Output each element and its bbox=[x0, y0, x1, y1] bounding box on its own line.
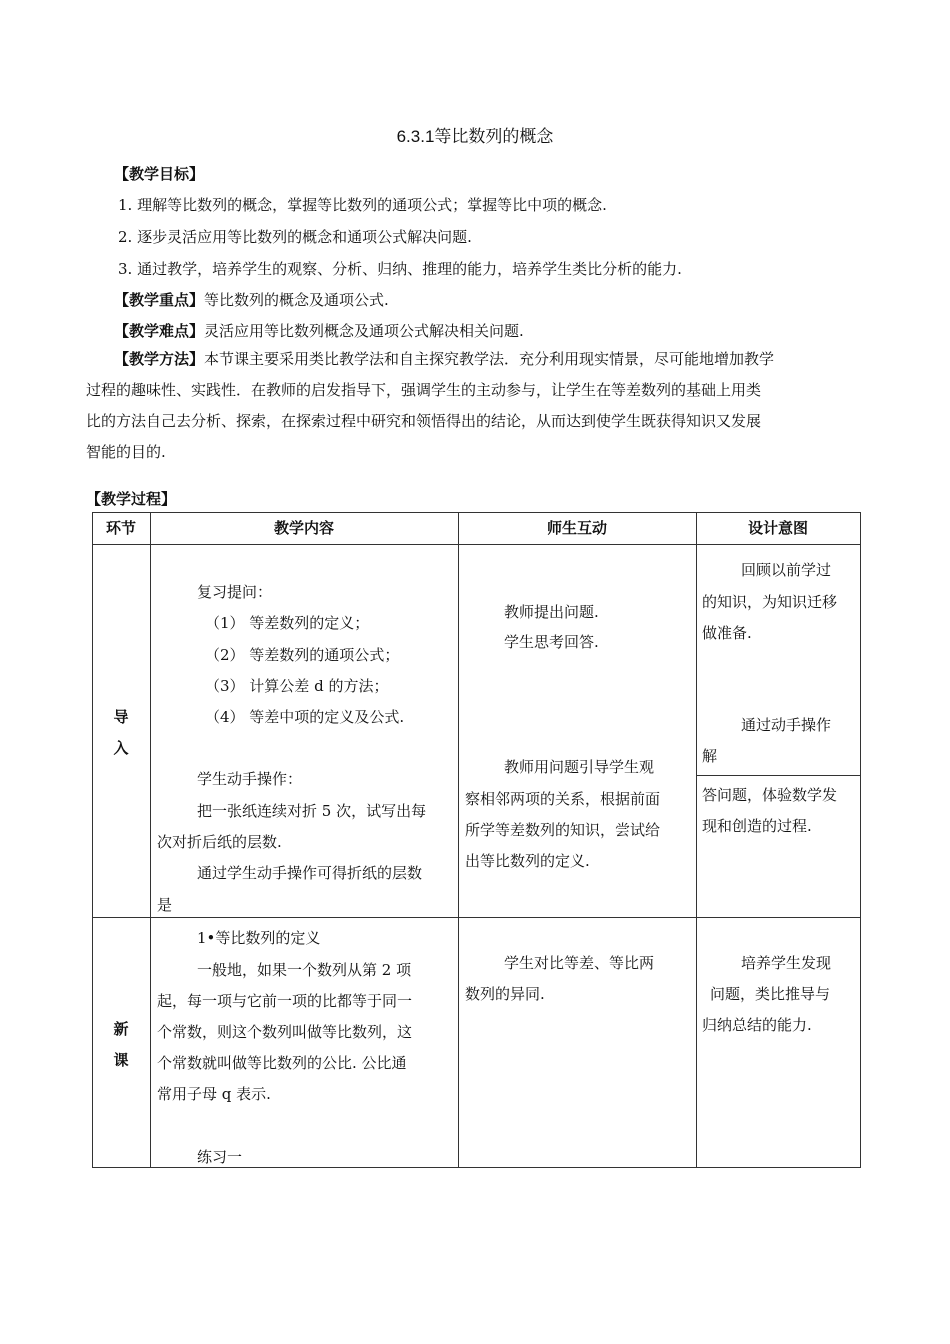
stage-new-lesson bbox=[92, 1014, 150, 1076]
stage-char: 新 bbox=[113, 1020, 129, 1038]
method-line: 本节课主要采用类比教学法和自主探究教学法．充分利用现实情景，尽可能地增加教学 bbox=[204, 350, 775, 368]
stage-intro bbox=[92, 702, 150, 764]
method-line: 过程的趣味性、实践性．在教师的启发指导下，强调学生的主动参与，让学生在等差数列的基础上用类 bbox=[86, 381, 762, 399]
intro-interaction-line: 学生思考回答. bbox=[504, 633, 599, 651]
intro-content-line: 是 bbox=[157, 896, 173, 914]
intro-content-line: 把一张纸连续对折 5 次，试写出每 bbox=[197, 802, 427, 820]
intro-content-line: 次对折后纸的层数. bbox=[157, 833, 282, 851]
intro-intent-line: 做准备. bbox=[702, 624, 752, 642]
difficulty bbox=[114, 320, 524, 341]
new-intent-line: 问题，类比推导与 bbox=[710, 985, 831, 1003]
method-line: 智能的目的. bbox=[86, 443, 166, 461]
new-content-line: 起，每一项与它前一项的比都等于同一 bbox=[157, 992, 413, 1010]
key-point bbox=[114, 289, 389, 310]
key-point-heading: 【教学重点】 bbox=[114, 291, 205, 309]
intro-interaction-line: 教师用问题引导学生观 bbox=[504, 758, 655, 776]
intro-content-line: （3） 计算公差 d 的方法； bbox=[205, 677, 389, 695]
objective-item: 1. 理解等比数列的概念，掌握等比数列的通项公式；掌握等比中项的概念. bbox=[118, 196, 607, 214]
new-interaction-line: 数列的异同. bbox=[465, 985, 545, 1003]
intro-intent-line: 的知识，为知识迁移 bbox=[702, 593, 838, 611]
intro-intent-line: 答问题，体验数学发 bbox=[702, 786, 838, 804]
stage-char: 课 bbox=[113, 1051, 129, 1069]
column-header-intent: 设计意图 bbox=[747, 519, 808, 537]
method-heading: 【教学方法】 bbox=[114, 350, 205, 368]
column-header-content: 教学内容 bbox=[273, 519, 334, 537]
title-text: 等比数列的概念 bbox=[434, 127, 554, 147]
intro-content-line: （2） 等差数列的通项公式； bbox=[205, 646, 400, 664]
method-line: 比的方法自己去分析、探索，在探索过程中研究和领悟得出的结论，从而达到使学生既获得知识又发展 bbox=[86, 412, 762, 430]
new-content-line: 一般地，如果一个数列从第 2 项 bbox=[197, 961, 412, 979]
stage-char: 入 bbox=[113, 739, 129, 757]
difficulty-heading: 【教学难点】 bbox=[114, 322, 205, 340]
difficulty-text: 灵活应用等比数列概念及通项公式解决相关问题. bbox=[204, 322, 524, 340]
column-header-stage: 环节 bbox=[105, 519, 136, 537]
new-content-line: 个常数，则这个数列叫做等比数列，这 bbox=[157, 1023, 413, 1041]
new-content-line: 1•等比数列的定义 bbox=[197, 929, 321, 947]
column-header-interaction: 师生互动 bbox=[546, 519, 607, 537]
intro-interaction-line: 所学等差数列的知识，尝试给 bbox=[465, 821, 661, 839]
page-title bbox=[0, 122, 950, 147]
intro-content-line: 复习提问： bbox=[197, 583, 273, 601]
intro-intent-line: 解 bbox=[702, 747, 718, 765]
intro-content-line: 通过学生动手操作可得折纸的层数 bbox=[197, 864, 423, 882]
new-content-line: 常用子母 q 表示. bbox=[157, 1085, 271, 1103]
intro-intent-line: 回顾以前学过 bbox=[741, 561, 832, 579]
intro-intent-line: 通过动手操作 bbox=[741, 716, 832, 734]
stage-char: 导 bbox=[113, 708, 129, 726]
method-paragraph bbox=[86, 344, 860, 468]
intro-content-line: （1） 等差数列的定义； bbox=[205, 614, 370, 632]
intro-content-line: （4） 等差中项的定义及公式. bbox=[205, 708, 405, 726]
new-intent-line: 培养学生发现 bbox=[741, 954, 832, 972]
new-content-line: 练习一 bbox=[197, 1148, 243, 1166]
intro-intent-line: 现和创造的过程. bbox=[702, 817, 812, 835]
objectives-heading: 【教学目标】 bbox=[114, 165, 205, 183]
intro-interaction-line: 察相邻两项的关系，根据前面 bbox=[465, 790, 661, 808]
intro-interaction-line: 出等比数列的定义. bbox=[465, 852, 590, 870]
new-content-line: 个常数就叫做等比数列的公比. 公比通 bbox=[157, 1054, 407, 1072]
intro-content-line: 学生动手操作： bbox=[197, 770, 303, 788]
objective-item: 2. 逐步灵活应用等比数列的概念和通项公式解决问题. bbox=[118, 228, 472, 246]
process-heading: 【教学过程】 bbox=[86, 490, 177, 508]
new-interaction-line: 学生对比等差、等比两 bbox=[504, 954, 655, 972]
title-number: 6.3.1 bbox=[396, 127, 435, 146]
new-intent-line: 归纳总结的能力. bbox=[702, 1016, 812, 1034]
key-point-text: 等比数列的概念及通项公式. bbox=[204, 291, 389, 309]
intro-interaction-line: 教师提出问题. bbox=[504, 603, 599, 621]
objective-item: 3. 通过教学，培养学生的观察、分析、归纳、推理的能力，培养学生类比分析的能力. bbox=[118, 260, 682, 278]
